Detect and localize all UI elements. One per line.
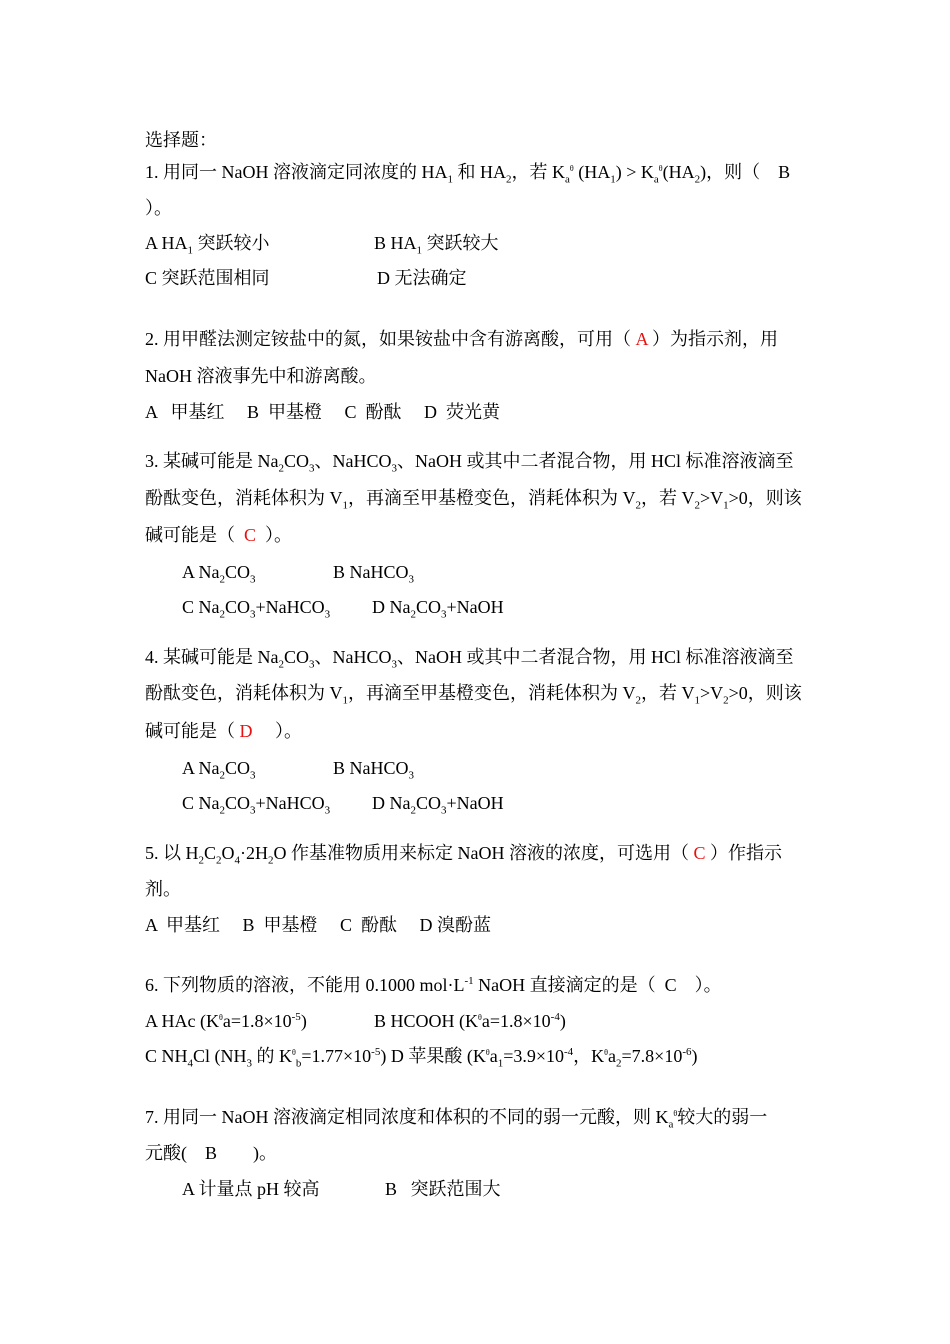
question-4-option-d: D $Na_2CO_3+NaOH$ (372, 793, 504, 817)
question-6-option-b: B HCOOH $(K^\theta a=1.8\times 10^{-4})$ (374, 1011, 566, 1031)
question-3-option-d: D $Na_2CO_3+NaOH$ (372, 597, 504, 621)
question-3-answer: C (244, 525, 257, 545)
question-1-answer: B (778, 162, 791, 182)
question-6-option-a: A HAc $(K^\theta a=1.8\times 10^{-5})$ (145, 1011, 307, 1031)
question-4-stem-line2: 酚酞变色，消耗体积为 $V_1$，再滴至甲基橙变色，消耗体积为 $V_2$，若 $V_1>V_2>0$，则该 (145, 683, 802, 707)
question-4-option-b: B NaHCO$_3$ (333, 758, 414, 782)
question-2-stem: 2. 用甲醛法测定铵盐中的氮，如果铵盐中含有游离酸，可用（ A ）为指示剂，用 (145, 329, 779, 349)
section-heading: 选择题： (145, 130, 217, 150)
question-7-option-a: A 计量点 pH 较高 (182, 1179, 320, 1199)
question-3-option-a: A $Na_2CO_3$ (182, 562, 256, 586)
question-5-stem-cont: 剂。 (145, 879, 181, 899)
question-4-option-c: C $Na_2CO_3+NaHCO_3$ (182, 793, 331, 817)
question-5-options: A 甲基红 B 甲基橙 C 酚酞 D 溴酚蓝 (145, 915, 492, 935)
question-3-stem-line2: 酚酞变色，消耗体积为 $V_1$，再滴至甲基橙变色，消耗体积为 $V_2$，若 $V_2>V_1>0$，则该 (145, 488, 802, 512)
question-7-option-b: B 突跃范围大 (385, 1179, 501, 1199)
question-6-stem: 6. 下列物质的溶液，不能用 0.1000 $mol\cdot L^{-1}$ NaOH 直接滴定的是（ C ）。 (145, 975, 722, 995)
question-1-option-a: A $HA_1$ 突跃较小 (145, 233, 270, 257)
question-4-stem-line3: 碱可能是（ D ）。 (145, 721, 302, 741)
question-2-options: A 甲基红 B 甲基橙 C 酚酞 D 荧光黄 (145, 402, 501, 422)
question-1-stem-cont: ）。 (145, 198, 172, 218)
question-6-options-cd: C $NH_4Cl$ ($NH_3$ 的 $K^\theta_b=1.77\times 10^{-5}$) D 苹果酸 ($K^\theta a_1=3.9\times 10^{-4}$，$K^\theta a_2=7.8\times 10^{-6}$) (145, 1046, 698, 1070)
question-4-stem: 4. 某碱可能是 $Na_2CO_3$、NaHCO$_3$、NaOH 或其中二者混合物，用 HCl 标准溶液滴至 (145, 647, 794, 671)
question-7-stem-cont: 元酸( B )。 (145, 1143, 277, 1163)
question-2-answer: A (635, 329, 648, 349)
question-7-stem: 7. 用同一 NaOH 溶液滴定相同浓度和体积的不同的弱一元酸，则 $K_a^\theta$较大的弱一 (145, 1107, 768, 1131)
question-3-option-c: C $Na_2CO_3+NaHCO_3$ (182, 597, 331, 621)
question-1-stem: 1. 用同一 NaOH 溶液滴定同浓度的 $HA_1$ 和 $HA_2$，若 $K_a^\theta$ $(HA_1) > K_a^\theta(HA_2)$，则（ B (145, 162, 791, 186)
question-3-stem: 3. 某碱可能是 $Na_2CO_3$、NaHCO$_3$、NaOH 或其中二者混合物，用 HCl 标准溶液滴至 (145, 451, 794, 475)
question-5-stem: 5. 以 $H_2C_2O_4\cdot 2H_2O$ 作基准物质用来标定 NaOH 溶液的浓度，可选用（ C ）作指示 (145, 843, 783, 867)
question-5-answer: C (693, 843, 706, 863)
question-1-option-d: D 无法确定 (377, 268, 467, 288)
question-1-option-b: B $HA_1$ 突跃较大 (374, 233, 499, 257)
question-3-stem-line3: 碱可能是（ C ）。 (145, 525, 293, 545)
question-4-option-a: A $Na_2CO_3$ (182, 758, 256, 782)
question-3-option-b: B NaHCO$_3$ (333, 562, 414, 586)
question-1-option-c: C 突跃范围相同 (145, 268, 270, 288)
question-4-answer: D (239, 721, 253, 741)
question-2-stem-cont: NaOH 溶液事先中和游离酸。 (145, 366, 377, 386)
